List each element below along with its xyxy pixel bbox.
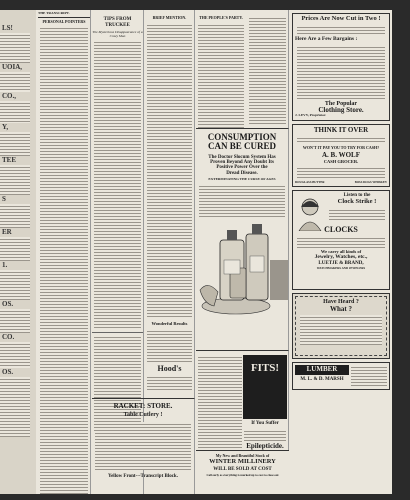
column-personal-pointers xyxy=(38,10,91,494)
woman-portrait-illustration xyxy=(295,195,325,231)
proprietor: J. LEVY, Proprietor. xyxy=(295,113,327,118)
racket-subtitle: Table Cutlery ! xyxy=(123,412,163,419)
think-question: WON'T IT PAY YOU TO TRY FOR CASH? xyxy=(302,145,380,151)
millinery-line: WILL BE SOLD AT COST xyxy=(213,467,272,472)
millinery-ad xyxy=(196,450,289,494)
racket-title: RACKET: STORE. xyxy=(113,402,173,410)
clocks-title: CLOCKS xyxy=(324,224,358,234)
clocks-company: LUETJE & BRAND, xyxy=(318,261,364,267)
section-heading: TIPS FROM TRUCKEE xyxy=(103,17,132,28)
lumber-ad xyxy=(292,362,390,390)
ad-body xyxy=(297,136,385,144)
subheading: The Mysterious Disappearance of a Crazy Man xyxy=(92,30,143,38)
ad-body xyxy=(329,208,385,222)
wolf-grocer: CASH GROCER. xyxy=(323,158,359,164)
think-title: THINK IT OVER xyxy=(313,125,369,134)
millinery-line: My New and Beautiful Stock of xyxy=(215,453,270,458)
wolf-name: A. B. WOLF xyxy=(322,151,360,160)
ad-body xyxy=(147,375,192,391)
clocks-jewelry: Jewelry, Watches, etc., xyxy=(314,253,368,260)
edge-text: CO., xyxy=(2,92,16,100)
ad-subtitle: The Doctor Slocum System Has xyxy=(208,154,276,160)
clocks-trade: WATCHMAKERS AND JEWELERS xyxy=(316,265,366,270)
article-body xyxy=(94,40,141,330)
ad-body xyxy=(297,166,385,178)
clocks-chime: Clock Strike ! xyxy=(337,197,377,205)
have-heard-ad xyxy=(292,293,390,359)
ad-title: CAN BE CURED xyxy=(207,141,276,152)
clocks-listen: Listen to the xyxy=(343,193,371,199)
edge-text: ER xyxy=(2,228,12,236)
edge-text: 1. xyxy=(2,261,8,269)
column-misc xyxy=(247,10,289,128)
racket-footer: Yellow Front---Transcript Block. xyxy=(108,473,178,479)
lumber-title: LUMBER xyxy=(295,365,349,374)
edge-text: S xyxy=(2,195,6,203)
lumber-marsh: M. L. & D. MARSH xyxy=(300,376,344,382)
ad-body xyxy=(95,422,191,470)
ad-body xyxy=(297,25,385,35)
ad-heading: Wonderful Results xyxy=(151,321,188,326)
edge-text: TEE xyxy=(2,156,17,164)
column-peoples-party xyxy=(196,10,246,128)
article-body xyxy=(249,16,286,124)
heard-line1: Have Heard ? xyxy=(323,299,359,306)
ad-body xyxy=(297,236,385,248)
fits-ad-subtitle: If You Suffer xyxy=(251,421,279,426)
ad-body xyxy=(244,429,286,441)
whiskey-label: BOSS DOGS WHISKEY xyxy=(354,180,387,185)
column-ads-right xyxy=(290,10,392,494)
ad-subtitle: Proven Beyond Any Doubt Its xyxy=(210,160,274,166)
epilepticide-title: Epilepticide. xyxy=(246,442,284,450)
medicine-bottles-illustration xyxy=(196,220,289,320)
heard-line2: What ? xyxy=(330,304,352,313)
section-heading: PERSONAL POINTERS xyxy=(42,19,86,24)
article-body xyxy=(40,26,88,494)
newspaper-page xyxy=(36,10,392,494)
section-heading: THE PEOPLE'S PARTY. xyxy=(199,15,243,20)
edge-text: OS. xyxy=(2,368,14,376)
prices-ad xyxy=(292,13,390,121)
prices-bargains: Here Are a Few Bargains : xyxy=(295,35,358,42)
edge-text: UOIA, xyxy=(2,63,23,71)
consumption-ad xyxy=(196,128,289,350)
masthead: THE TRANSCRIPT. xyxy=(38,10,90,18)
clocks-ad xyxy=(292,190,390,290)
millinery-title: WINTER MILLINERY xyxy=(209,458,276,466)
edge-text: OS. xyxy=(2,300,14,308)
ad-body xyxy=(199,184,285,218)
previous-page-edge xyxy=(0,10,36,494)
ad-subtitle: Dread Disease. xyxy=(226,170,258,176)
think-it-over-ad xyxy=(292,124,390,188)
fits-ad-title: FITS! xyxy=(243,355,287,419)
article-body xyxy=(147,23,192,318)
ad-tagline: EXTERMINATING THE CURSE OF AGES xyxy=(208,176,276,181)
ad-subtitle: Positive Power Over the xyxy=(216,165,268,171)
hoods-ad-title: Hood's xyxy=(157,364,182,373)
edge-text: CO. xyxy=(2,333,15,341)
ad-body xyxy=(351,365,387,387)
edge-text: LS! xyxy=(2,24,13,32)
section-heading: BRIEF MENTION. xyxy=(152,15,187,20)
butter-label: DOUGLASS BUTTER xyxy=(295,180,325,185)
prices-title: Prices Are Now Cut in Two ! xyxy=(301,15,381,22)
edge-text: Y, xyxy=(2,123,9,131)
racket-store-ad xyxy=(92,398,195,494)
article-body xyxy=(198,23,244,128)
millinery-note: Call early as everything is marked up to cost to close out xyxy=(206,473,279,478)
popular-label: The Popular xyxy=(324,100,358,107)
ad-body xyxy=(297,45,385,99)
ad-body xyxy=(300,315,382,345)
ad-body xyxy=(147,329,192,363)
clocks-carry: We carry all kinds of xyxy=(320,248,362,254)
ad-title: CONSUMPTION xyxy=(207,132,277,142)
clothing-store: Clothing Store. xyxy=(318,105,364,114)
